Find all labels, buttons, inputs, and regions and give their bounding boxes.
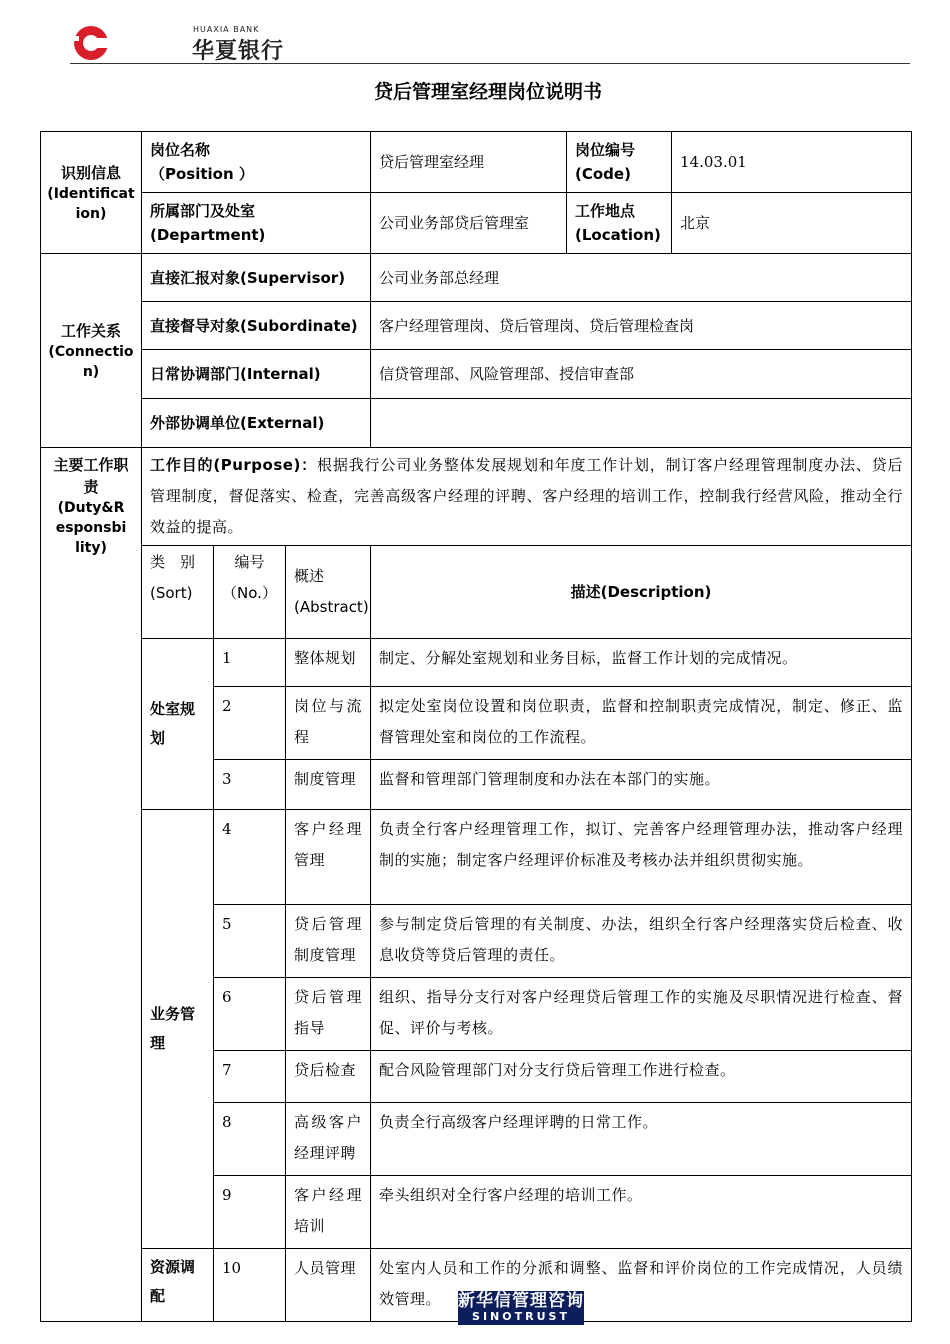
item-description: 负责全行客户经理管理工作，拟订、完善客户经理管理办法，推动客户经理制的实施；制定客户经理评价标准及考核办法并组织贯彻实施。 (371, 810, 912, 905)
item-no: 8 (214, 1103, 286, 1176)
item-abstract: 客户经理培训 (286, 1176, 371, 1249)
item-no: 10 (214, 1249, 286, 1322)
col-description-header: 描述(Description) (371, 546, 912, 639)
duty-header-row (41, 546, 912, 639)
purpose-label: 工作目的(Purpose)： (150, 456, 318, 474)
item-abstract: 人员管理 (286, 1249, 371, 1322)
item-no: 6 (214, 978, 286, 1051)
item-description: 配合风险管理部门对分支行贷后管理工作进行检查。 (371, 1051, 912, 1103)
page-header (70, 22, 910, 66)
duty-item-row (41, 639, 912, 687)
connection-row-subordinate (41, 302, 912, 350)
section-connection (41, 254, 142, 448)
item-no: 7 (214, 1051, 286, 1103)
item-abstract: 高级客户经理评聘 (286, 1103, 371, 1176)
section-connection-cn: 工作关系 (60, 321, 121, 340)
duty-purpose-row (41, 448, 912, 546)
item-abstract: 制度管理 (286, 760, 371, 810)
item-description: 牵头组织对全行客户经理的培训工作。 (371, 1176, 912, 1249)
section-identification-cn: 识别信息 (60, 163, 121, 182)
item-description: 制定、分解处室规划和业务目标，监督工作计划的完成情况。 (371, 639, 912, 687)
department-value: 公司业务部贷后管理室 (371, 193, 567, 254)
connection-row-internal (41, 350, 912, 399)
category-business: 业务管理 (142, 810, 214, 1249)
section-connection-en: (Connection) (48, 343, 134, 380)
category-planning: 处室规划 (142, 639, 214, 810)
position-value: 贷后管理室经理 (371, 132, 567, 193)
department-label (142, 193, 371, 254)
section-duty-en: (Duty&Responsbility) (55, 500, 127, 556)
item-description: 监督和管理部门管理制度和办法在本部门的实施。 (371, 760, 912, 810)
bank-name-cn: 华夏银行 (192, 39, 285, 64)
location-label (567, 193, 672, 254)
subordinate-label: 直接督导对象(Subordinate) (142, 302, 371, 350)
department-label-en: (Department) (150, 226, 266, 244)
item-description: 参与制定贷后管理的有关制度、办法，组织全行客户经理落实贷后检查、收息收贷等贷后管理的责任。 (371, 905, 912, 978)
supervisor-label: 直接汇报对象(Supervisor) (142, 254, 371, 302)
item-description: 拟定处室岗位设置和岗位职责，监督和控制职责完成情况，制定、修正、监督管理处室和岗位的工作流程。 (371, 687, 912, 760)
footer-cn: 新华信管理咨询 (458, 1291, 584, 1311)
footer-en: SINOTRUST (472, 1310, 570, 1323)
connection-row-external (41, 399, 912, 448)
code-label-en: (Code) (575, 165, 631, 183)
item-abstract: 贷后管理指导 (286, 978, 371, 1051)
section-duty (41, 448, 142, 1322)
category-resource: 资源调配 (142, 1249, 214, 1322)
item-description: 负责全行高级客户经理评聘的日常工作。 (371, 1103, 912, 1176)
duty-item-row (41, 810, 912, 905)
code-value: 14.03.01 (672, 132, 912, 193)
item-no: 3 (214, 760, 286, 810)
code-label-cn: 岗位编号 (575, 141, 636, 159)
item-abstract: 贷后检查 (286, 1051, 371, 1103)
subordinate-value: 客户经理管理岗、贷后管理岗、贷后管理检查岗 (371, 302, 912, 350)
col-abstract-header: 概述(Abstract) (286, 546, 371, 639)
purpose-cell (142, 448, 912, 546)
item-no: 9 (214, 1176, 286, 1249)
connection-row-supervisor (41, 254, 912, 302)
id-row-position (41, 132, 912, 193)
supervisor-value: 公司业务部总经理 (371, 254, 912, 302)
huaxia-bank-logo-icon (70, 22, 112, 62)
internal-value: 信贷管理部、风险管理部、授信审查部 (371, 350, 912, 399)
external-value (371, 399, 912, 448)
item-no: 5 (214, 905, 286, 978)
item-description: 处室内人员和工作的分派和调整、监督和评价岗位的工作完成情况，人员绩效管理。 (371, 1249, 912, 1322)
sinotrust-logo (458, 1291, 584, 1325)
item-abstract: 岗位与流程 (286, 687, 371, 760)
department-label-cn: 所属部门及处室 (150, 202, 256, 220)
section-identification-en: (Identification) (47, 185, 135, 222)
page-title: 贷后管理室经理岗位说明书 (373, 81, 602, 103)
item-no: 1 (214, 639, 286, 687)
purpose-text: 根据我行公司业务整体发展规划和年度工作计划，制订客户经理管理制度办法、贷后管理制度，督促落实、检查，完善高级客户经理的评聘、客户经理的培训工作，控制我行经营风险，推动全行效益的提高。 (150, 456, 903, 536)
section-duty-cn: 主要工作职责 (53, 456, 129, 496)
position-label-cn: 岗位名称 (150, 141, 211, 159)
id-row-department (41, 193, 912, 254)
section-identification (41, 132, 142, 254)
position-label (142, 132, 371, 193)
item-no: 4 (214, 810, 286, 905)
col-no-header: 编号（No.） (214, 546, 286, 639)
location-label-cn: 工作地点 (575, 202, 636, 220)
internal-label: 日常协调部门(Internal) (142, 350, 371, 399)
location-value: 北京 (672, 193, 912, 254)
job-description-table (40, 131, 912, 1322)
position-label-en: （Position ） (150, 165, 254, 183)
header-divider (70, 63, 910, 64)
code-label (567, 132, 672, 193)
item-abstract: 客户经理管理 (286, 810, 371, 905)
location-label-en: (Location) (575, 226, 661, 244)
item-no: 2 (214, 687, 286, 760)
bank-name-en: HUAXIA BANK (193, 25, 260, 34)
item-abstract: 整体规划 (286, 639, 371, 687)
item-abstract: 贷后管理制度管理 (286, 905, 371, 978)
external-label: 外部协调单位(External) (142, 399, 371, 448)
col-sort-header: 类 别(Sort) (142, 546, 214, 639)
item-description: 组织、指导分支行对客户经理贷后管理工作的实施及尽职情况进行检查、督促、评价与考核。 (371, 978, 912, 1051)
